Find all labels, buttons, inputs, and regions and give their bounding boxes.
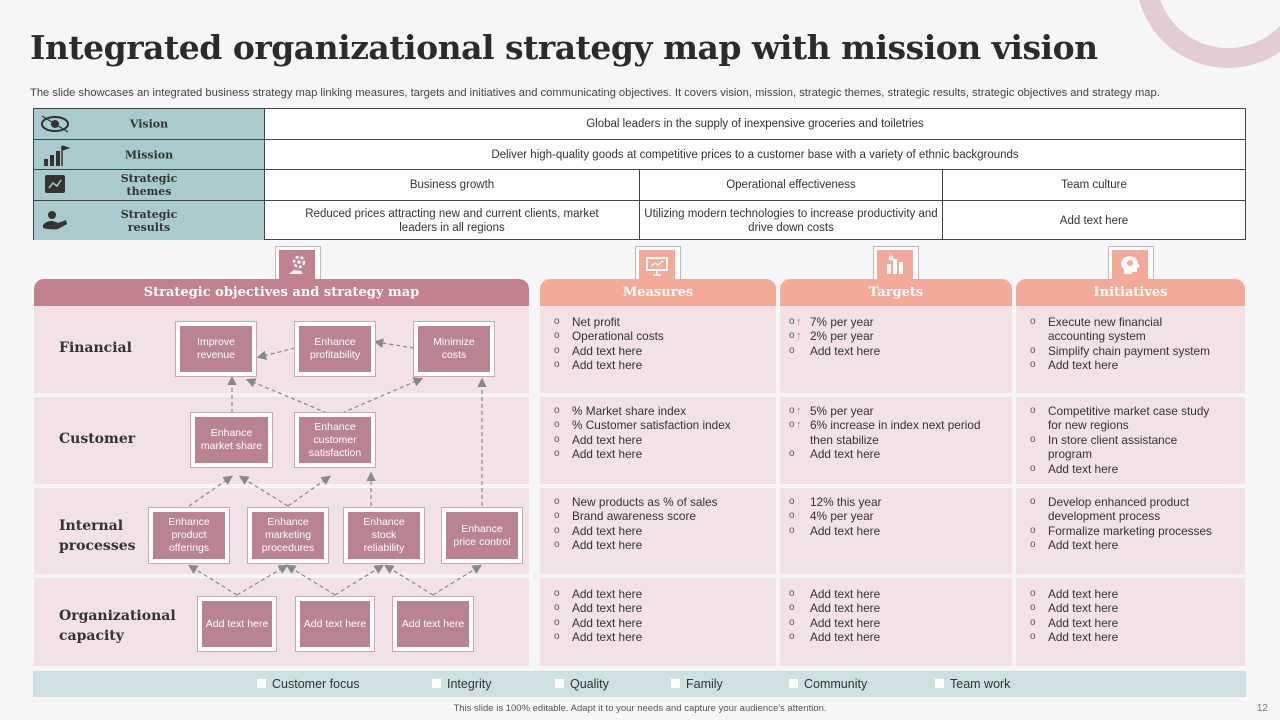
list-item: o Add text here — [554, 524, 769, 538]
list-item: o Formalize marketing processes — [1030, 524, 1240, 538]
head-idea-icon — [1112, 250, 1148, 280]
node-enhance-profitability: Enhance profitability — [295, 322, 375, 376]
vision-text: Global leaders in the supply of inexpensive groceries and toiletries — [586, 118, 924, 130]
list-item: o Add text here — [789, 587, 1004, 601]
organizational-initiatives-list — [1030, 587, 1220, 645]
node-enhance-price-control: Enhance price control — [442, 508, 522, 563]
theme-business-growth: Business growth — [265, 170, 640, 200]
vision-label-cell — [34, 109, 265, 139]
list-item: o Add text here — [789, 447, 984, 461]
list-item: o Add text here — [554, 616, 769, 630]
up-arrow-icon: o ↑ — [796, 405, 802, 417]
internal-targets-list — [789, 495, 1004, 538]
value-community: Community — [789, 677, 867, 691]
list-item: o Competitive market case study for new regions — [1030, 404, 1220, 433]
growth-chart-icon — [40, 143, 70, 167]
internal-initiatives-list — [1030, 495, 1240, 553]
list-item: o Add text here — [554, 601, 769, 615]
list-item: o Add text here — [554, 433, 769, 447]
node-org-2: Add text here — [296, 597, 374, 651]
bar-chart-icon — [877, 250, 913, 280]
themes-label: Strategic themes — [120, 172, 178, 198]
vision-label: Vision — [129, 117, 169, 131]
list-item: o ↑ 7% per year — [789, 315, 1004, 329]
financial-label: Financial — [59, 340, 132, 356]
list-item: o ↑ 6% increase in index next period then stabilize — [789, 418, 984, 447]
initiatives-header: Initiatives — [1016, 279, 1245, 306]
value-integrity: Integrity — [432, 677, 491, 691]
list-item: o Add text here — [789, 601, 1004, 615]
financial-measures-list — [554, 315, 769, 373]
financial-initiatives-list — [1030, 315, 1220, 373]
organizational-measures-list — [554, 587, 769, 645]
list-item: o Add text here — [1030, 616, 1220, 630]
up-arrow-icon: o ↑ — [796, 419, 802, 432]
decorative-ring — [1136, 0, 1280, 68]
mission-label-cell — [34, 140, 265, 169]
page-title: Integrated organizational strategy map with mission vision — [30, 28, 1098, 67]
mission-row — [34, 140, 1245, 170]
result-3: Add text here — [1059, 214, 1129, 227]
targets-tab-icon — [873, 246, 919, 280]
list-item: o Brand awareness score — [554, 509, 769, 523]
customer-label: Customer — [59, 431, 136, 447]
result-1: Reduced prices attracting new and current clients, market leaders in all regions — [265, 201, 640, 240]
page-number: 12 — [1256, 703, 1268, 714]
footer-note: This slide is 100% editable. Adapt it to your needs and capture your audience's attention. — [453, 703, 827, 714]
node-org-3: Add text here — [393, 597, 473, 651]
list-item: o % Market share index — [554, 404, 769, 418]
organizational-targets-list — [789, 587, 1004, 645]
list-item: o ↑ 12% this year — [789, 495, 1004, 509]
up-arrow-icon: o ↑ — [796, 316, 802, 328]
list-item: o Add text here — [554, 358, 769, 372]
list-item: o Net profit — [554, 315, 769, 329]
strategy-map-header: Strategic objectives and strategy map — [34, 279, 529, 306]
node-enhance-market-share: Enhance market share — [191, 413, 272, 467]
list-item: o In store client assistance program — [1030, 433, 1220, 462]
value-team-work: Team work — [935, 677, 1010, 691]
themes-label-cell — [34, 170, 265, 200]
themes-row — [34, 170, 1245, 201]
list-item: o Add text here — [1030, 601, 1220, 615]
list-item: o Add text here — [554, 587, 769, 601]
list-item: o Execute new financial accounting system — [1030, 315, 1220, 344]
list-item: o Add text here — [554, 630, 769, 644]
results-label: Strategic results — [120, 207, 178, 234]
value-quality: Quality — [555, 677, 609, 691]
page-subtitle: The slide showcases an integrated business strategy map linking measures, targets and initiatives and communicating objectives. It covers vision, mission, strategic themes, strategic results, strategic objectives and strategy map. — [30, 87, 1160, 99]
chalkboard-icon — [40, 173, 70, 197]
list-item: o Operational costs — [554, 329, 769, 343]
handshake-icon — [40, 209, 70, 233]
list-item: o New products as % of sales — [554, 495, 769, 509]
node-minimize-costs: Minimize costs — [414, 322, 494, 376]
value-customer-focus: Customer focus — [257, 677, 360, 691]
theme-team-culture: Team culture — [1061, 179, 1127, 191]
strategy-map-tab-icon — [275, 246, 321, 280]
targets-header: Targets — [780, 279, 1012, 306]
list-item: o Add text here — [1030, 358, 1220, 372]
node-enhance-marketing-procedures: Enhance marketing procedures — [248, 508, 328, 563]
list-item: o Add text here — [554, 447, 769, 461]
financial-targets-list — [789, 315, 1004, 358]
list-item: o Develop enhanced product development process — [1030, 495, 1240, 524]
node-improve-revenue: Improve revenue — [176, 322, 256, 376]
value-family: Family — [671, 677, 723, 691]
organizational-capacity-label: Organizational capacity — [59, 608, 176, 644]
internal-measures-list — [554, 495, 769, 553]
customer-measures-list — [554, 404, 769, 462]
list-item: o Add text here — [789, 524, 1004, 538]
list-item: o Add text here — [789, 344, 1004, 358]
results-label-cell — [34, 201, 265, 240]
internal-processes-label: Internal processes — [59, 518, 136, 554]
node-org-1: Add text here — [198, 597, 276, 651]
up-arrow-icon: o ↑ — [796, 496, 802, 508]
customer-initiatives-list — [1030, 404, 1220, 476]
list-item: o Add text here — [1030, 538, 1240, 552]
list-item: o ↑ 4% per year — [789, 509, 1004, 523]
list-item: o Add text here — [1030, 587, 1220, 601]
up-arrow-icon: o ↑ — [796, 510, 802, 523]
list-item: o % Customer satisfaction index — [554, 418, 769, 432]
eye-icon — [40, 112, 70, 136]
list-item: o Simplify chain payment system — [1030, 344, 1220, 358]
mission-label: Mission — [124, 148, 174, 161]
customer-targets-list — [789, 404, 984, 462]
theme-operational-effectiveness: Operational effectiveness — [640, 170, 943, 200]
list-item: o ↑ 2% per year — [789, 329, 1004, 343]
list-item: o Add text here — [789, 616, 1004, 630]
node-enhance-product-offerings: Enhance product offerings — [149, 508, 229, 563]
vision-mission-table — [33, 108, 1246, 240]
list-item: o Add text here — [554, 344, 769, 358]
gear-hand-icon — [279, 250, 315, 280]
initiatives-tab-icon — [1108, 246, 1154, 280]
list-item: o Add text here — [789, 630, 1004, 644]
list-item: o Add text here — [1030, 630, 1220, 644]
vision-row — [34, 109, 1245, 140]
measures-tab-icon — [635, 246, 681, 280]
node-enhance-stock-reliability: Enhance stock reliability — [344, 508, 424, 563]
list-item: o Add text here — [1030, 462, 1220, 476]
results-row — [34, 201, 1245, 240]
node-enhance-customer-satisfaction: Enhance customer satisfaction — [295, 413, 375, 467]
presentation-icon — [639, 250, 675, 280]
list-item: o ↑ 5% per year — [789, 404, 984, 418]
measures-header: Measures — [540, 279, 776, 306]
list-item: o Add text here — [554, 538, 769, 552]
result-2: Utilizing modern technologies to increase productivity and drive down costs — [640, 201, 943, 240]
mission-text: Deliver high-quality goods at competitive prices to a customer base with a variety of ethnic backgrounds — [491, 148, 1019, 161]
values-bar — [33, 671, 1246, 697]
up-arrow-icon: o ↑ — [796, 330, 802, 343]
